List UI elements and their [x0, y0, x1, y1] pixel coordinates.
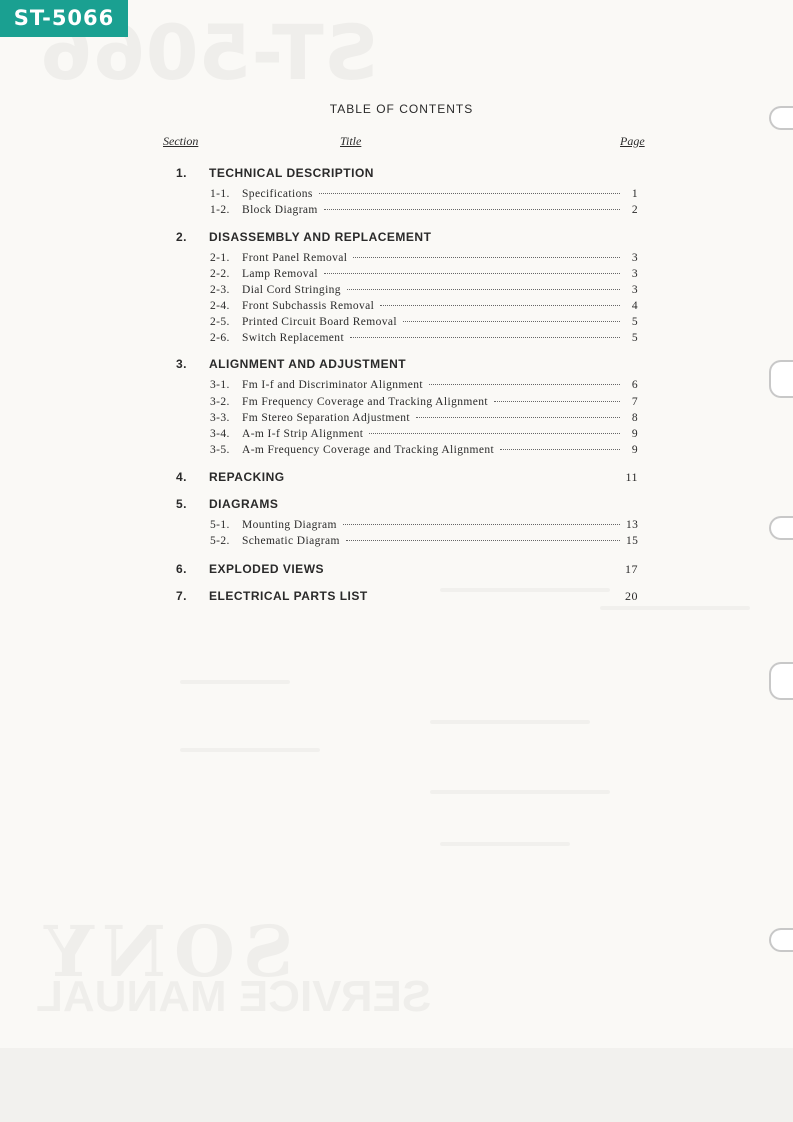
toc-entry — [210, 444, 638, 460]
entry-number: 1-2. — [210, 204, 230, 216]
entry-number: 2-1. — [210, 252, 230, 264]
toc-entry — [210, 396, 638, 412]
toc-entry — [210, 379, 638, 395]
entry-title: Fm Frequency Coverage and Tracking Alignment — [242, 396, 488, 408]
entry-title: Fm Stereo Separation Adjustment — [242, 412, 410, 424]
dot-leader — [324, 273, 620, 274]
section-page-number: 11 — [625, 470, 638, 484]
entry-number: 3-3. — [210, 412, 230, 424]
column-header-page: Page — [620, 134, 645, 148]
entry-page-number: 3 — [631, 268, 638, 280]
entry-page-number: 9 — [631, 428, 638, 440]
section-number: 4. — [176, 470, 188, 484]
toc-section — [0, 562, 793, 580]
toc-section — [0, 166, 793, 184]
dot-leader — [369, 433, 620, 434]
entry-page-number: 4 — [631, 300, 638, 312]
entry-title: Mounting Diagram — [242, 519, 337, 531]
section-number: 1. — [176, 166, 188, 180]
entry-number: 2-5. — [210, 316, 230, 328]
entry-title: Fm I-f and Discriminator Alignment — [242, 379, 423, 391]
entry-page-number: 9 — [631, 444, 638, 456]
entry-number: 5-2. — [210, 535, 230, 547]
dot-leader — [343, 524, 620, 525]
page-lower-margin — [0, 1048, 793, 1122]
section-page-number: 17 — [625, 562, 638, 576]
toc-entry — [210, 535, 638, 551]
entry-number: 3-5. — [210, 444, 230, 456]
toc-entry — [210, 204, 638, 220]
bleed-through-text — [440, 842, 570, 846]
entry-title: A-m I-f Strip Alignment — [242, 428, 364, 440]
entry-number: 2-4. — [210, 300, 230, 312]
section-number: 7. — [176, 589, 188, 603]
bleed-through-text — [430, 790, 610, 794]
dot-leader — [350, 337, 620, 338]
entry-title: Front Panel Removal — [242, 252, 348, 264]
entry-title: Lamp Removal — [242, 268, 319, 280]
toc-entry — [210, 188, 638, 204]
dot-leader — [494, 401, 620, 402]
dot-leader — [324, 209, 620, 210]
entry-page-number: 1 — [631, 188, 638, 200]
entry-title: A-m Frequency Coverage and Tracking Alignment — [242, 444, 495, 456]
model-badge: ST-5066 — [0, 0, 128, 37]
toc-entry — [210, 268, 638, 284]
entry-number: 2-6. — [210, 332, 230, 344]
entry-number: 3-4. — [210, 428, 230, 440]
binder-hole — [769, 662, 793, 700]
entry-title: Block Diagram — [242, 204, 318, 216]
dot-leader — [347, 289, 620, 290]
dot-leader — [319, 193, 620, 194]
toc-entry — [210, 519, 638, 535]
toc-entry — [210, 428, 638, 444]
bleed-through-text — [180, 680, 290, 684]
entry-number: 3-1. — [210, 379, 230, 391]
binder-hole — [769, 516, 793, 540]
entry-page-number: 3 — [631, 252, 638, 264]
bleed-through-text — [430, 720, 590, 724]
section-page-number: 20 — [625, 589, 638, 603]
dot-leader — [429, 384, 620, 385]
toc-entry — [210, 284, 638, 300]
entry-page-number: 6 — [631, 379, 638, 391]
entry-number: 5-1. — [210, 519, 230, 531]
entry-page-number: 13 — [626, 519, 639, 531]
entry-page-number: 3 — [631, 284, 638, 296]
entry-page-number: 2 — [631, 204, 638, 216]
entry-title: Printed Circuit Board Removal — [242, 316, 398, 328]
dot-leader — [380, 305, 620, 306]
toc-section — [0, 357, 793, 375]
section-number: 5. — [176, 497, 188, 511]
section-title: TECHNICAL DESCRIPTION — [209, 166, 374, 180]
section-title: DIAGRAMS — [209, 497, 279, 511]
entry-number: 2-3. — [210, 284, 230, 296]
toc-section — [0, 230, 793, 248]
dot-leader — [500, 449, 620, 450]
bleed-through-text — [180, 748, 320, 752]
page-title: TABLE OF CONTENTS — [329, 102, 474, 116]
dot-leader — [346, 540, 620, 541]
toc-entry — [210, 252, 638, 268]
section-title: DISASSEMBLY AND REPLACEMENT — [209, 230, 432, 244]
column-header-section: Section — [163, 134, 199, 148]
entry-title: Specifications — [242, 188, 313, 200]
entry-title: Front Subchassis Removal — [242, 300, 375, 312]
entry-page-number: 5 — [631, 332, 638, 344]
entry-page-number: 8 — [631, 412, 638, 424]
entry-title: Switch Replacement — [242, 332, 345, 344]
toc-entry — [210, 332, 638, 348]
section-number: 6. — [176, 562, 188, 576]
toc-entry — [210, 316, 638, 332]
binder-hole — [769, 928, 793, 952]
entry-title: Schematic Diagram — [242, 535, 340, 547]
entry-title: Dial Cord Stringing — [242, 284, 341, 296]
entry-page-number: 7 — [631, 396, 638, 408]
entry-number: 1-1. — [210, 188, 230, 200]
section-title: ALIGNMENT AND ADJUSTMENT — [209, 357, 407, 371]
bleed-through-manual — [36, 972, 431, 1022]
section-title: EXPLODED VIEWS — [209, 562, 325, 576]
section-number: 2. — [176, 230, 188, 244]
dot-leader — [353, 257, 620, 258]
toc-section — [0, 470, 793, 488]
toc-section — [0, 497, 793, 515]
dot-leader — [416, 417, 620, 418]
section-number: 3. — [176, 357, 188, 371]
section-title: ELECTRICAL PARTS LIST — [209, 589, 368, 603]
entry-number: 3-2. — [210, 396, 230, 408]
toc-entry — [210, 412, 638, 428]
entry-page-number: 15 — [626, 535, 639, 547]
section-title: REPACKING — [209, 470, 285, 484]
column-header-title: Title — [340, 134, 362, 148]
dot-leader — [403, 321, 620, 322]
toc-entry — [210, 300, 638, 316]
entry-page-number: 5 — [631, 316, 638, 328]
toc-section — [0, 589, 793, 607]
entry-number: 2-2. — [210, 268, 230, 280]
